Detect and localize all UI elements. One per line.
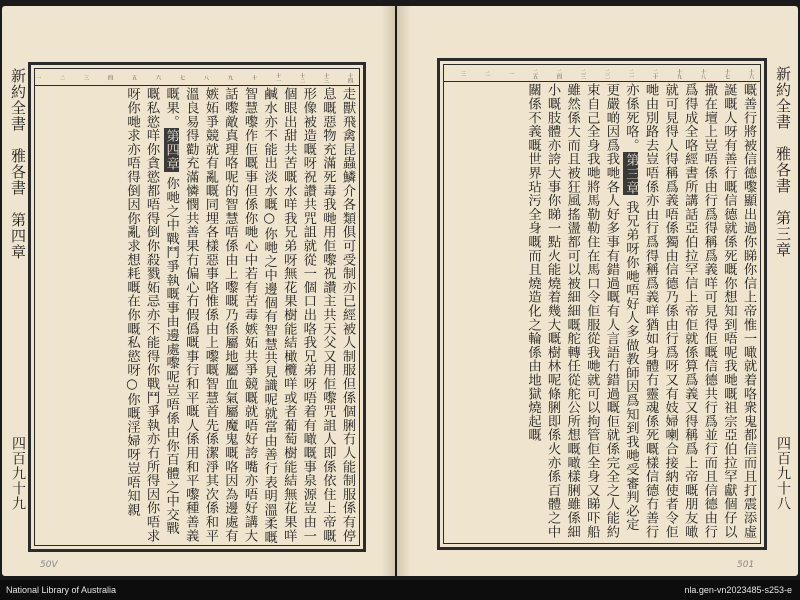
left-page (2, 6, 395, 576)
column-number: 三 (83, 75, 89, 80)
column-number: 十三 (323, 72, 329, 83)
column-number: 十九 (676, 68, 682, 79)
footer-source: National Library of Australia (6, 585, 117, 595)
right-page (397, 6, 798, 576)
column-number: 三 (460, 71, 466, 76)
column-number: 十八 (700, 68, 706, 79)
scripture-text: 走獸飛禽昆蟲鱗介各類俱可受制亦已經被人制服但係個脷冇人能制服係有停息嘅惡物充滿死毒我哋用佢嚟祝讚主共天父又用佢嚟咒詛人即係依住上帝嘅形像被造嘅呀祝讚共咒詛就從一個口出咯我兄弟呀唔着有噉嘅事泉源豈由一個眼出甜共苦嘅水咩我兄弟呀無花果樹能結橄欖咩或者葡萄樹能結無花果咩鹹水亦不能出淡水嘅○你哋之中邊個有智慧共見識呢就當由善行表明溫柔嘅智慧嚟作佢嘅事但係你哋心中若有苦毒嫉妬共爭競嘅就唔好誇嘴亦唔好講大話嚟敵真理咯呢的智慧唔係由上嚟嘅乃係屬地屬血氣屬魔鬼嘅咯因為邊處有嫉妬爭競就有亂嘅同埋各樣惡事咯惟係由上嚟嘅智慧首先係潔淨其次係和平溫良易得勸充滿憐憫共善果冇偏心冇假僞嘅事行和平嘅人係用和平嚟種善義嘅果。第四章 你哋之中戰鬥爭執嘅事由邊處嚟呢豈唔係由你百體之中交戰嘅私慾咩你貪慾都唔得倒你殺戮妬忌亦不能得你戰鬥爭執亦冇所得因你唔求呀你哋求亦唔得倒因你亂求想耗嘅在你嘅私慾呀○你嘅淫婦呀豈唔知親 (124, 87, 355, 545)
right-running-head (773, 66, 794, 258)
column-number: 二三 (580, 68, 586, 79)
pencil-folio-mark: 50V (40, 560, 58, 570)
right-page-frame (437, 58, 767, 550)
column-number: 八 (203, 75, 209, 80)
footer-bar (0, 580, 800, 600)
column-number: 二四 (556, 68, 562, 79)
book-name: 雅各書 (774, 146, 792, 194)
column-number: 十二 (299, 72, 305, 83)
left-page-text (37, 87, 357, 545)
column-number: 十七 (724, 68, 730, 79)
column-number: 二 (59, 75, 65, 80)
chapter-label: 第三章 (774, 210, 792, 258)
left-page-number: 四百九十九 (10, 436, 26, 511)
right-page-number: 四百九十八 (775, 436, 791, 511)
column-number: 十一 (275, 72, 281, 83)
left-column-number-strip (35, 69, 359, 86)
column-number: 五 (131, 75, 137, 80)
column-number: 二一 (628, 68, 634, 79)
column-number: 二二 (604, 68, 610, 79)
left-running-head (8, 68, 29, 260)
column-number: 二五 (532, 68, 538, 79)
pencil-folio-mark: 501 (737, 560, 755, 570)
column-number: 十 (251, 75, 257, 80)
chapter-marker: 第三章 (623, 153, 639, 195)
column-number: 六 (155, 75, 161, 80)
scripture-text: 嘅善行將被信德嚟顯出過你睇你信上帝惟一噉就着咯衆鬼都信而且打震添虛誕嘅人呀有善行嘅信德就係死嘅你想知到唔呢我哋嘅祖宗亞伯拉罕獻個仔以撒在壇上豈唔係由行爲得稱爲義咩可見得佢嘅信德共行爲並行而且信德由行爲得成全咯經書所講話亞伯拉罕信上帝佢就係算爲義又得稱爲上帝嘅朋友噉就可見得人得稱爲義唔係獨由信德乃係由行爲呀又有妓婦喇合接納使者令佢哋由別路去豈唔係亦由行爲得稱爲義咩猶如身體冇靈魂係死嘅樣信德冇善行亦係死咯。第三章 我兄弟呀你哋唔好人多做教師因爲知到我哋受審判必定更嚴啲因爲我哋各人好多事有錯過嘅有人言語冇錯過嘅佢就係完全之人能約束自己全身我哋將馬勒勒住在馬口令佢服從我哋就可以拘管佢全身又睇吓船雖然係大而且被狂風搖盪都可以被細細嘅舵轉任從舵公所想嘅噉樣脷雖係細小嘅肢體亦誇大事你睇一點火能燒着幾大嘅樹林呢條脷即係火亦係百體之中關係不義嘅世界玷污全身嘅而且燒造化之輪係由地獄燒起嘅 (525, 83, 756, 539)
chapter-marker: 第四章 (163, 129, 179, 171)
footer-identifier: nla.gen-vn2023485-s253-e (684, 585, 792, 595)
column-number: 二 (484, 71, 490, 76)
column-number: 一 (508, 71, 514, 76)
right-column-number-strip (444, 65, 760, 82)
column-number: 二十 (652, 68, 658, 79)
left-page-frame (28, 62, 366, 552)
column-number: 十四 (347, 72, 353, 83)
book-title: 新約全書 (774, 66, 792, 130)
book-name: 雅各書 (9, 148, 27, 196)
column-number: 七 (179, 75, 185, 80)
book-title: 新約全書 (9, 68, 27, 132)
column-number: 九 (227, 75, 233, 80)
column-number: 十六 (748, 68, 754, 79)
right-page-text (446, 83, 758, 543)
column-number: 一 (35, 75, 41, 80)
column-number: 四 (107, 75, 113, 80)
chapter-label: 第四章 (9, 212, 27, 260)
